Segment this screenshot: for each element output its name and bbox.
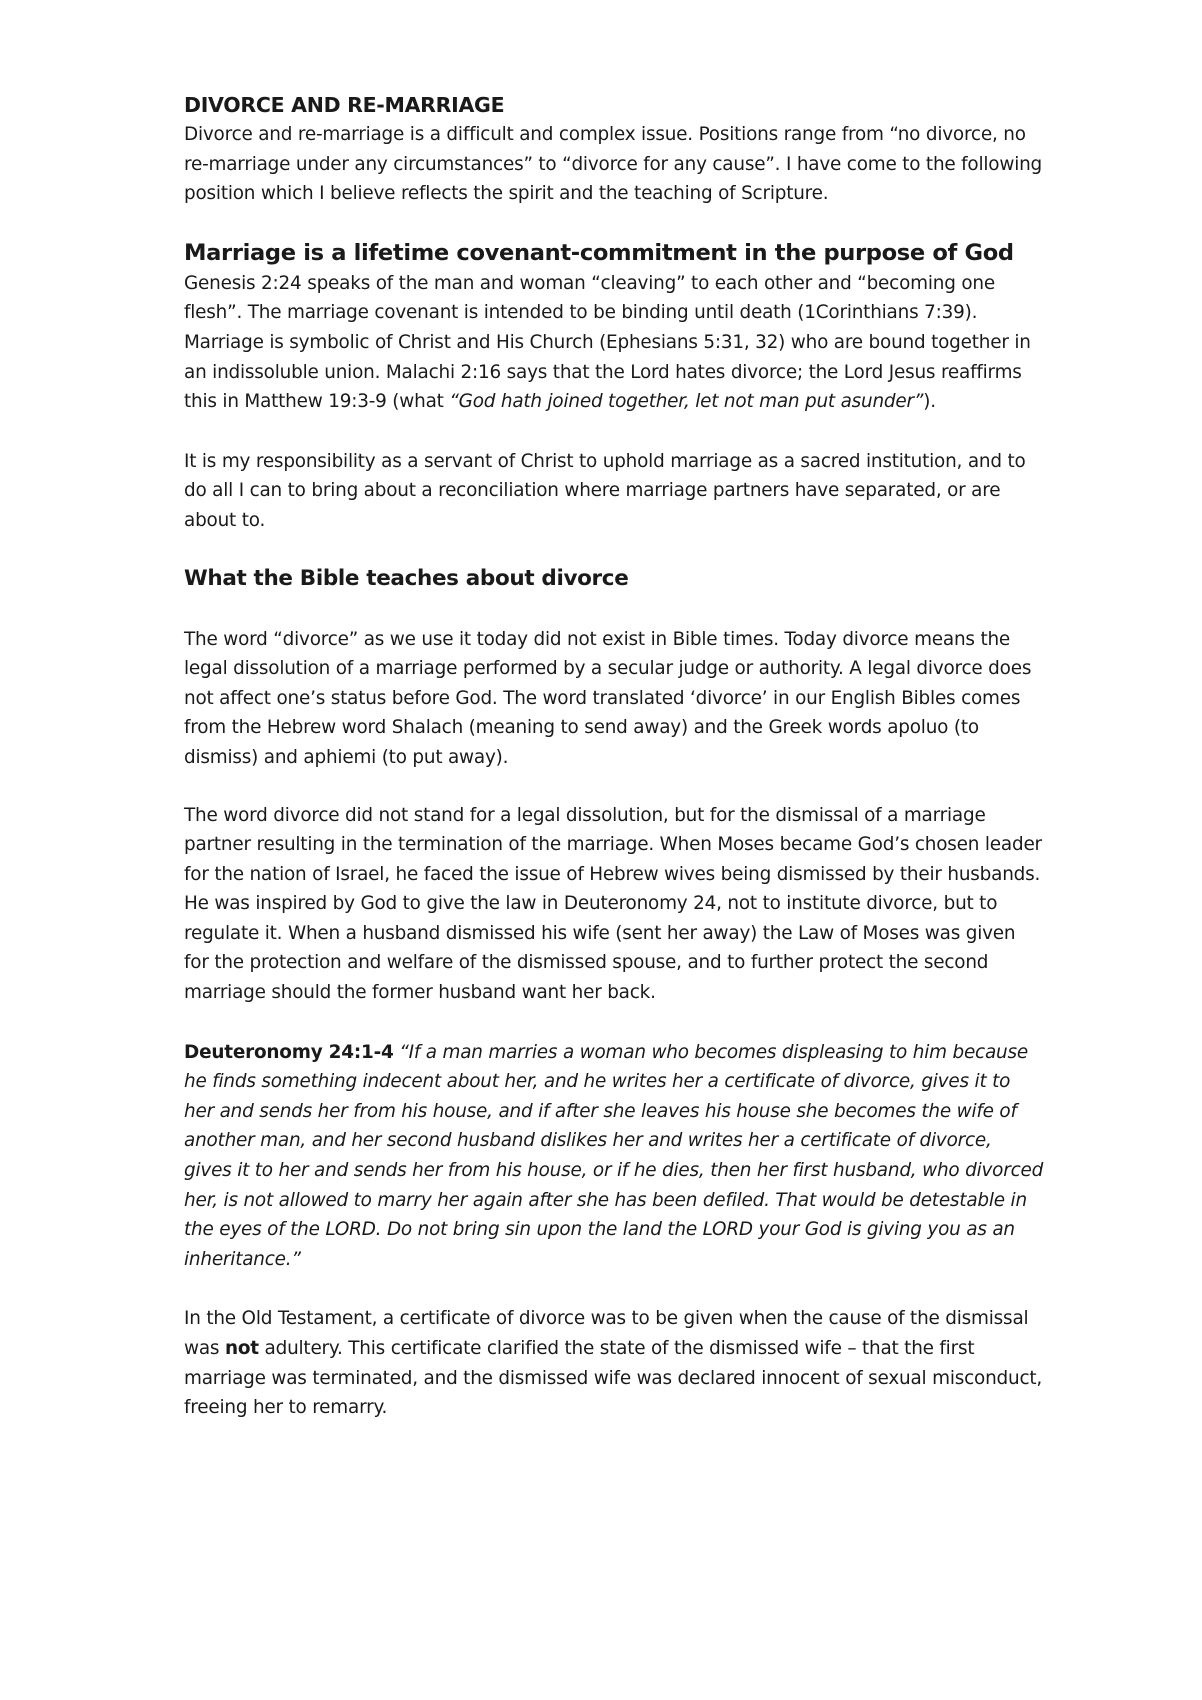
divorce-word-paragraph: The word “divorce” as we use it today did not exist in Bible times. Today divorce means the legal dissolution of a marriage performed by a secular judge or authority. A legal divorce does not affect one’s status before God. The word translated ‘divorce’ in our English Bibles comes from the Hebrew word Shalach (meaning to send away) and the Greek words apoluo (to dismiss) and aphiemi (to put away). — [184, 628, 1032, 768]
spacer — [184, 536, 1044, 563]
responsibility-paragraph: It is my responsibility as a servant of Christ to uphold marriage as a sacred institution, and to do all I can to bring about a reconciliation where marriage partners have separated, or are about to. — [184, 450, 1026, 531]
scripture-reference: Deuteronomy 24:1-4 — [184, 1041, 394, 1063]
emphasis-not: not — [224, 1338, 259, 1359]
spacer — [184, 1008, 1044, 1038]
certificate-paragraph — [184, 1304, 1044, 1422]
deuteronomy-quote-paragraph — [184, 1038, 1044, 1275]
document-page — [184, 90, 1044, 1423]
spacer — [184, 417, 1044, 447]
scripture-quote: “God hath joined together, let not man put asunder” — [449, 391, 924, 413]
document-title: DIVORCE AND RE-MARRIAGE — [184, 93, 505, 117]
paragraph-text: Genesis 2:24 speaks of the man and woman “cleaving” to each other and “becoming one flesh”. The marriage covenant is intended to be binding until death (1Corinthians 7:39). Marriage is symbolic of Christ and His Church (Ephesians 5:31, 32) who are bound together in an indissoluble union. Malachi 2:16 says that the Lord hates divorce; the Lord Jesus reaffirms this in Matthew 19:3-9 (what — [184, 272, 1031, 413]
spacer — [184, 595, 1044, 625]
spacer — [184, 209, 1044, 237]
marriage-covenant-paragraph — [184, 269, 1044, 417]
dismissal-paragraph: The word divorce did not stand for a legal dissolution, but for the dismissal of a marriage partner resulting in the termination of the marriage. When Moses became God’s chosen leader for the nation of Israel, he faced the issue of Hebrew wives being dismissed by their husbands. He was inspired by God to give the law in Deuteronomy 24, not to institute divorce, but to regulate it. When a husband dismissed his wife (sent her away) the Law of Moses was given for the protection and welfare of the dismissed spouse, and to further protect the second marriage should the former husband want her back. — [184, 804, 1042, 1004]
spacer — [184, 773, 1044, 801]
section-heading-bible-divorce: What the Bible teaches about divorce — [184, 565, 629, 591]
intro-paragraph: Divorce and re-marriage is a difficult and complex issue. Positions range from “no divorce, no re-marriage under any circumstances” to “divorce for any cause”. I have come to the following position which I believe reflects the spirit and the teaching of Scripture. — [184, 124, 1043, 205]
section-heading-marriage-covenant: Marriage is a lifetime covenant-commitment in the purpose of God — [184, 239, 1014, 266]
paragraph-text: In the Old Testament, a certificate of divorce was to be given when the cause of the dismissal was — [184, 1308, 1029, 1359]
paragraph-text-end: ). — [923, 391, 936, 413]
paragraph-text-end: adultery. This certificate clarified the state of the dismissed wife – that the first marriage was terminated, and the dismissed wife was declared innocent of sexual misconduct, freeing her to remarry. — [184, 1338, 1043, 1419]
spacer — [184, 1274, 1044, 1304]
scripture-quote: “If a man marries a woman who becomes displeasing to him because he finds something indecent about her, and he writes her a certificate of divorce, gives it to her and sends her from his house, and if after she leaves his house she becomes the wife of another man, and her second husband dislikes her and writes her a certificate of divorce, gives it to her and sends her from his house, or if he dies, then her first husband, who divorced her, is not allowed to marry her again after she has been defiled. That would be detestable in the eyes of the LORD. Do not bring sin upon the land the LORD your God is giving you as an inheritance.” — [184, 1041, 1044, 1270]
